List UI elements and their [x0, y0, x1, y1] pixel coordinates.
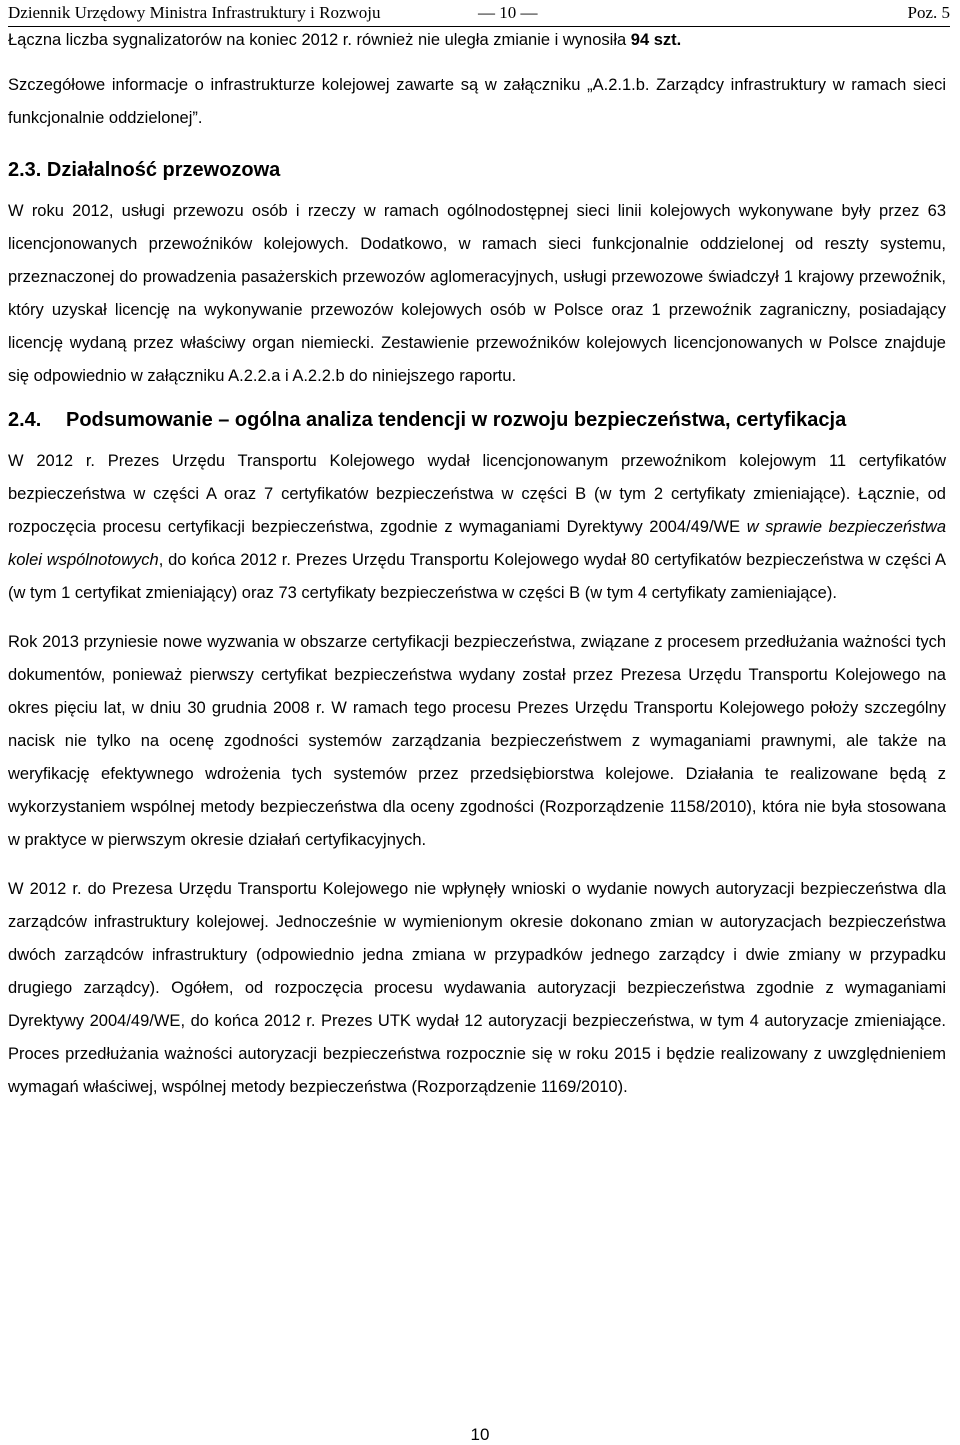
section-heading-2-4: [8, 407, 946, 433]
directive-title: w sprawie bezpieczeństwa kolei wspólnotowych: [8, 518, 947, 569]
infrastructure-details-paragraph: Szczegółowe informacje o infrastrukturze kolejowej zawarte są w załączniku „A.2.1.b. Zarządcy infrastruktury w ramach sieci funkcjonalnie oddzielonej”.: [8, 76, 946, 127]
certification-text-part1: W 2012 r. Prezes Urzędu Transportu Kolejowego wydał licencjonowanym przewoźnikom kolejowym 11 certyfikatów bezpieczeństwa w części A oraz 7 certyfikatów bezpieczeństwa w części B (w tym 2 certyfikaty zmieniające). Łącznie, od rozpoczęcia procesu certyfikacji bezpieczeństwa, zgodnie z wymaganiami Dyrektywy 2004/49/WE: [8, 452, 946, 536]
journal-issue-number: — 10 —: [478, 3, 538, 22]
signals-count: 94 szt.: [630, 31, 682, 49]
page-number: 10: [470, 1425, 490, 1444]
section-number-2-4: 2.4.: [8, 409, 42, 431]
transport-activity-paragraph: W roku 2012, usługi przewozu osób i rzeczy w ramach ogólnodostępnej sieci linii kolejowych wykonywane były przez 63 licencjonowanych przewoźników kolejowych. Dodatkowo, w ramach sieci funkcjonalnie oddzielonej od reszty systemu, przeznaczonej do prowadzenia pasażerskich przewozów aglomeracyjnych, usługi przewozowe świadczył 1 krajowy przewoźnik, który uzyskał licencję na wykonywanie przewozów kolejowych osób w Polsce oraz 1 przewoźnik zagraniczny, posiadający licencję wydaną przez właściwy organ niemiecki. Zestawienie przewoźników kolejowych licencjonowanych w Polsce znajduje się odpowiednio w załączniku A.2.2.a i A.2.2.b do niniejszego raportu.: [8, 202, 946, 385]
certification-summary-paragraph: [8, 445, 946, 610]
year-2013-challenges-paragraph: Rok 2013 przyniesie nowe wyzwania w obszarze certyfikacji bezpieczeństwa, związane z procesem przedłużania ważności tych dokumentów, ponieważ pierwszy certyfikat bezpieczeństwa wydany został przez Prezesa Urzędu Transportu Kolejowego na okres pięciu lat, w dniu 30 grudnia 2008 r. W ramach tego procesu Prezes Urzędu Transportu Kolejowego położy szczególny nacisk nie tylko na ocenę zgodności systemów zarządzania bezpieczeństwem z wymaganiami prawnymi, ale także na weryfikację efektywnego wdrożenia tych systemów przez przedsiębiorstwa kolejowe. Działania te realizowane będą z wykorzystaniem wspólnej metody bezpieczeństwa dla oceny zgodności (Rozporządzenie 1158/2010), która nie była stosowana w praktyce w pierwszym okresie działań certyfikacyjnych.: [8, 633, 946, 849]
document-body: [8, 24, 946, 1104]
signals-text: Łączna liczba sygnalizatorów na koniec 2012 r. również nie uległa zmianie i wynosiła: [8, 31, 631, 49]
certification-text-part2: , do końca 2012 r. Prezes Urzędu Transportu Kolejowego wydał 80 certyfikatów bezpieczeństwa w części A (w tym 1 certyfikat zmieniający) oraz 73 certyfikaty bezpieczeństwa w części B (w tym 4 certyfikaty zamieniające).: [8, 551, 946, 602]
position-number: Poz. 5: [907, 3, 950, 22]
section-title-2-4: Podsumowanie – ogólna analiza tendencji w rozwoju bezpieczeństwa, certyfikacja: [66, 409, 847, 431]
running-header: [8, 0, 950, 27]
safety-authorisations-paragraph: W 2012 r. do Prezesa Urzędu Transportu Kolejowego nie wpłynęły wnioski o wydanie nowych autoryzacji bezpieczeństwa dla zarządców infrastruktury kolejowej. Jednocześnie w wymienionym okresie dokonano zmian w autoryzacjach bezpieczeństwa dwóch zarządców infrastruktury (odpowiednio jedna zmiana w przypadków jednego zarządcy i dwie zmiany w przypadku drugiego zarządcy). Ogółem, od rozpoczęcia procesu wydawania autoryzacji bezpieczeństwa zgodnie z wymaganiami Dyrektywy 2004/49/WE, do końca 2012 r. Prezes UTK wydał 12 autoryzacji bezpieczeństwa, w tym 4 autoryzacje zmieniające. Proces przedłużania ważności autoryzacji bezpieczeństwa rozpocznie się w roku 2015 i będzie realizowany z uwzględnieniem wymagań właściwej, wspólnej metody bezpieczeństwa (Rozporządzenie 1169/2010).: [8, 880, 946, 1096]
journal-title: Dziennik Urzędowy Ministra Infrastruktury i Rozwoju: [8, 3, 381, 22]
section-heading-2-3: 2.3. Działalność przewozowa: [8, 159, 281, 181]
signals-paragraph: [8, 24, 946, 57]
